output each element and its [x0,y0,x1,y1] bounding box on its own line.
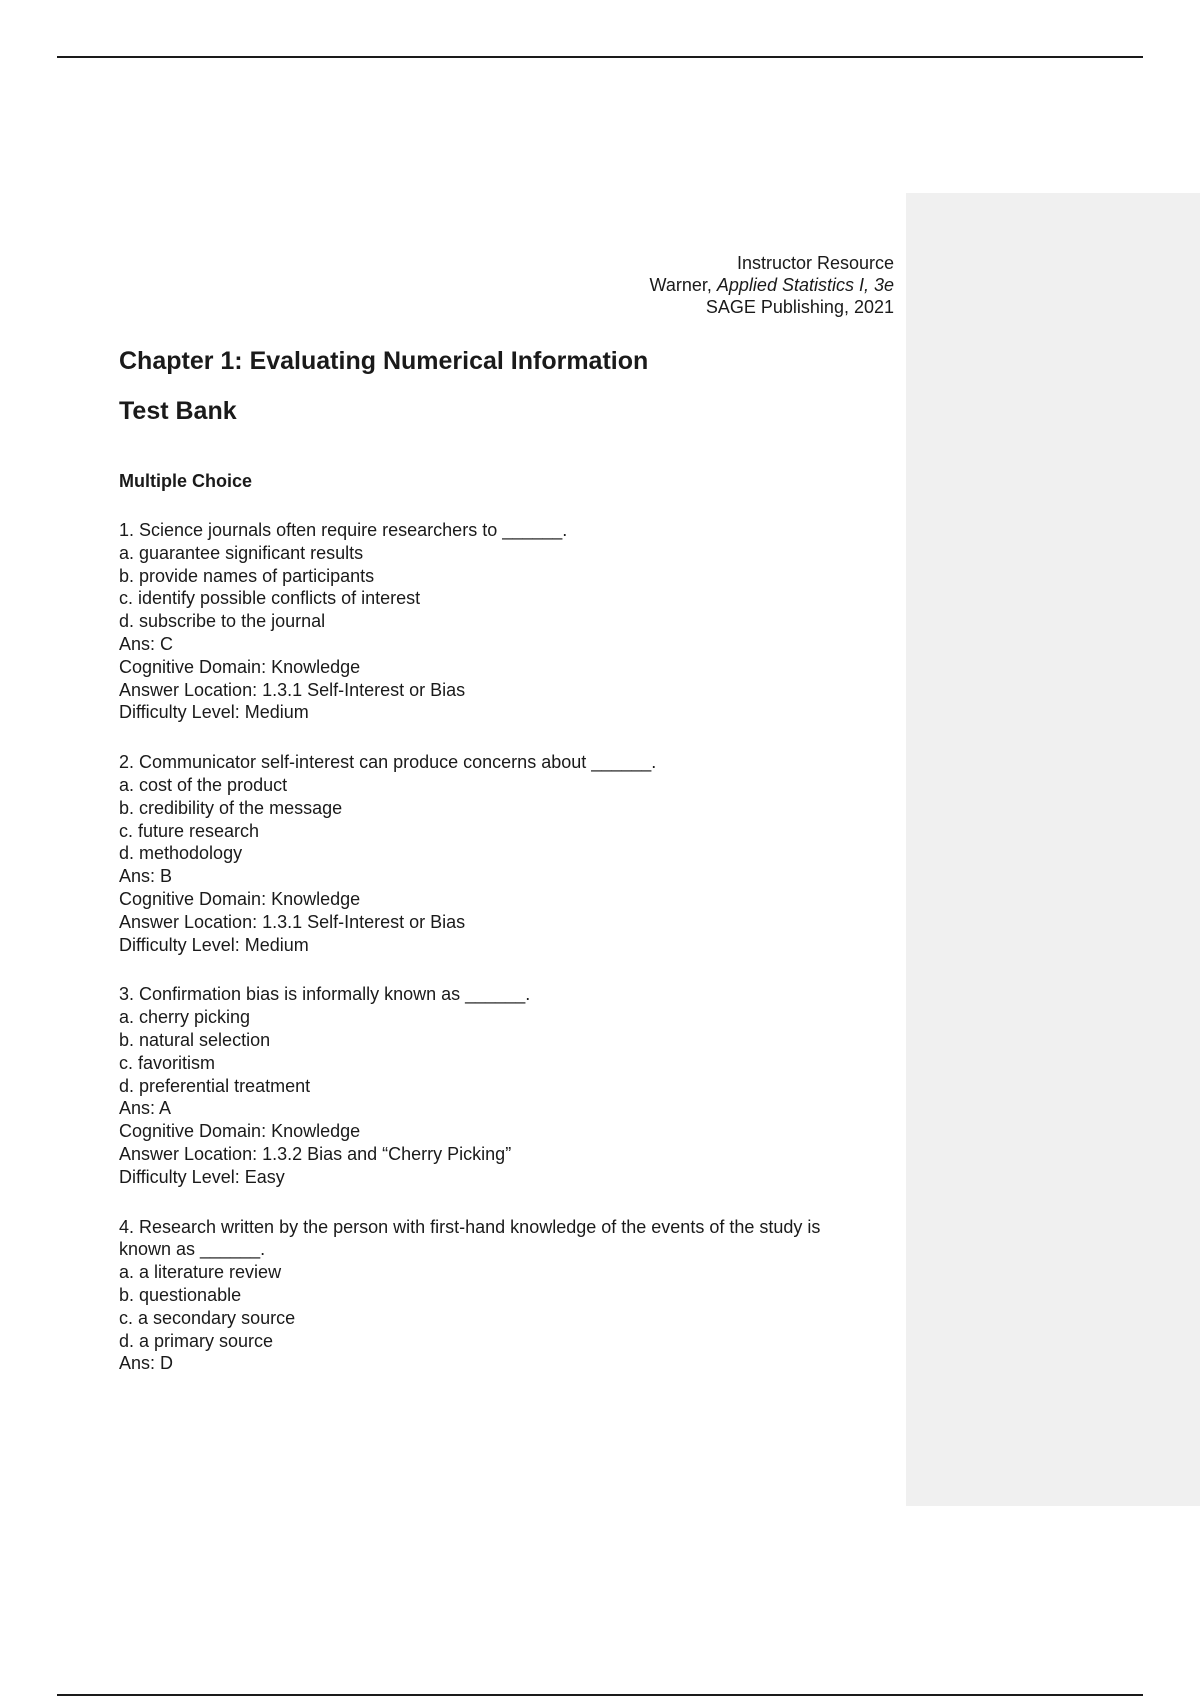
answer-option: d. methodology [119,843,243,864]
question-stem: 2. Communicator self-interest can produce concerns about ______. [119,752,657,773]
answer-option: b. credibility of the message [119,797,343,818]
answer-key: Ans: A [119,1098,172,1119]
question-stem: 4. Research written by the person with first-hand knowledge of the events of the study is [119,1216,821,1237]
question-1 [119,519,894,724]
answer-option: c. identify possible conflicts of interest [119,588,421,609]
chapter-title: Chapter 1: Evaluating Numerical Information [119,347,649,375]
answer-option: a. cost of the product [119,774,288,795]
header-line-2 [119,274,894,296]
answer-option: b. questionable [119,1284,242,1305]
document-body [119,252,894,1375]
page-subtitle: Test Bank [119,397,237,425]
answer-option: d. a primary source [119,1330,274,1351]
question-2 [119,751,894,956]
difficulty-level: Difficulty Level: Medium [119,934,309,955]
answer-option: a. cherry picking [119,1007,251,1028]
difficulty-level: Difficulty Level: Medium [119,702,309,723]
answer-key: Ans: C [119,633,174,654]
answer-location: Answer Location: 1.3.1 Self-Interest or Bias [119,679,466,700]
answer-location: Answer Location: 1.3.1 Self-Interest or Bias [119,911,466,932]
answer-key: Ans: D [119,1353,174,1374]
comment-margin-panel [906,193,1200,1506]
header-line-1: Instructor Resource [736,253,894,273]
answer-key: Ans: B [119,866,173,887]
answer-option: d. subscribe to the journal [119,611,326,632]
difficulty-level: Difficulty Level: Easy [119,1166,285,1187]
header-line-3: SAGE Publishing, 2021 [705,297,894,317]
answer-option: a. a literature review [119,1262,282,1283]
answer-option: b. natural selection [119,1029,271,1050]
question-4 [119,1216,894,1376]
answer-option: c. a secondary source [119,1307,296,1328]
answer-option: b. provide names of participants [119,565,375,586]
top-rule [57,56,1143,58]
cognitive-domain: Cognitive Domain: Knowledge [119,656,361,677]
section-heading: Multiple Choice [119,471,253,491]
answer-option: d. preferential treatment [119,1075,311,1096]
cognitive-domain: Cognitive Domain: Knowledge [119,1121,361,1142]
answer-option: c. future research [119,820,260,841]
question-stem-continued: known as ______. [119,1239,266,1260]
header-book-title: Applied Statistics I, 3e [716,275,894,295]
question-3 [119,983,894,1188]
answer-location: Answer Location: 1.3.2 Bias and “Cherry Picking” [119,1143,512,1164]
cognitive-domain: Cognitive Domain: Knowledge [119,888,361,909]
answer-option: c. favoritism [119,1052,216,1073]
question-stem: 1. Science journals often require researchers to ______. [119,520,568,540]
header-author: Warner, [649,275,717,295]
question-stem: 3. Confirmation bias is informally known as ______. [119,984,531,1005]
bottom-rule [57,1694,1143,1696]
resource-header [119,252,894,318]
answer-option: a. guarantee significant results [119,542,364,563]
